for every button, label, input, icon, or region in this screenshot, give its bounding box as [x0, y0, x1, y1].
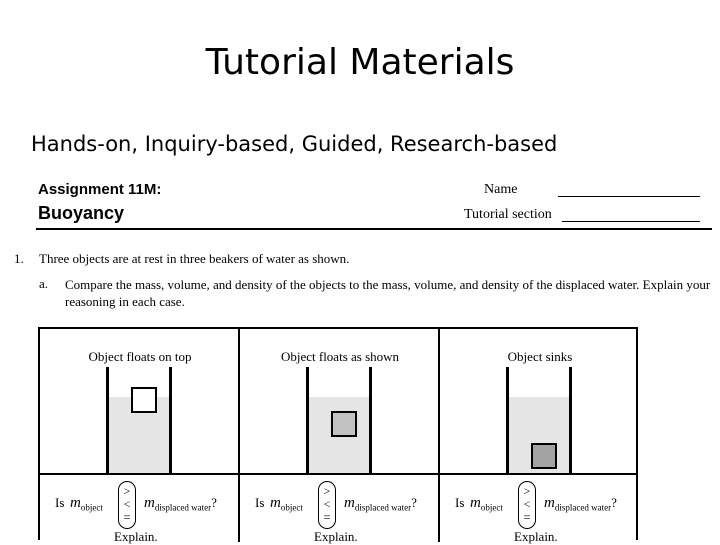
name-blank-line [558, 196, 700, 197]
beaker-floats-as-shown [306, 367, 372, 473]
slide-subtitle: Hands-on, Inquiry-based, Guided, Research-based [31, 132, 558, 156]
slide-title: Tutorial Materials [205, 42, 515, 83]
beaker-floats-on-top [106, 367, 172, 473]
is-label: Is [455, 495, 465, 510]
sinking-object [531, 443, 557, 469]
caption-floats-as-shown: Object floats as shown [280, 349, 400, 364]
mass-comparison [440, 477, 640, 544]
mass-comparison [40, 477, 240, 544]
explain-prompt: Explain. [514, 529, 558, 544]
explain-prompt: Explain. [114, 529, 158, 544]
mass-displaced-water: $m_{displaced water}$? [344, 495, 417, 513]
topic-title: Buoyancy [38, 203, 125, 223]
is-label: Is [55, 495, 65, 510]
part-letter: a. [39, 276, 49, 291]
comparison-choices: > < = [118, 481, 136, 529]
floating-object [131, 387, 157, 413]
question-text: Three objects are at rest in three beakers of water as shown. [39, 251, 350, 266]
is-label: Is [255, 495, 265, 510]
floating-object [331, 411, 357, 437]
mass-comparison [240, 477, 440, 544]
caption-floats-on-top: Object floats on top [88, 349, 192, 364]
mass-object: $m_{object}$ [70, 495, 103, 513]
mass-object: $m_{object}$ [470, 495, 503, 513]
mass-displaced-water: $m_{displaced water}$? [144, 495, 217, 513]
explain-prompt: Explain. [314, 529, 358, 544]
grid-divider [40, 473, 638, 475]
name-label: Name [484, 182, 518, 197]
worksheet-image [0, 176, 720, 544]
part-text: Compare the mass, volume, and density of the objects to the mass, volume, and density of the displaced water. Explain your reasoning in each case. [65, 277, 711, 309]
caption-object-sinks: Object sinks [507, 349, 573, 364]
comparison-choices: > < = [318, 481, 336, 529]
header-divider [36, 228, 712, 230]
beaker-object-sinks [506, 367, 572, 473]
comparison-choices: > < = [518, 481, 536, 529]
assignment-label: Assignment 11M: [38, 181, 162, 198]
section-blank-line [562, 221, 700, 222]
mass-displaced-water: $m_{displaced water}$? [544, 495, 617, 513]
mass-object: $m_{object}$ [270, 495, 303, 513]
beaker-grid [38, 327, 638, 544]
section-label: Tutorial section [464, 207, 552, 222]
question-number: 1. [14, 251, 24, 266]
